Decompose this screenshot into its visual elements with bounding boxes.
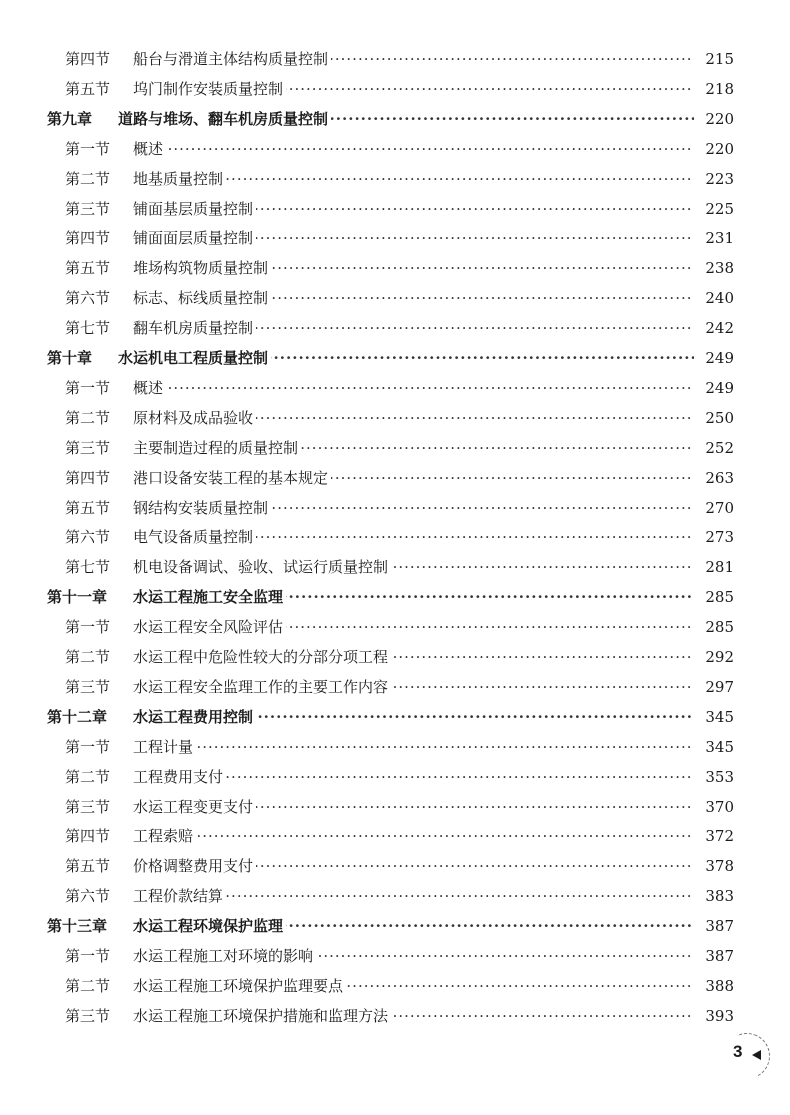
- entry-title-wrap: [133, 74, 694, 104]
- entry-title-wrap: [133, 403, 694, 433]
- page-ref: 249: [705, 349, 734, 367]
- toc-chapter-row[interactable]: [0, 343, 790, 373]
- section-label: 第五节: [65, 857, 111, 876]
- section-label: 第三节: [65, 677, 111, 696]
- toc-section-row[interactable]: [0, 194, 790, 224]
- page-ref: 223: [705, 169, 734, 188]
- entry-title-wrap: [133, 373, 694, 403]
- toc-section-row[interactable]: [0, 313, 790, 343]
- entry-title-wrap: [133, 283, 694, 313]
- entry-title-wrap: [133, 194, 694, 224]
- toc-section-row[interactable]: [0, 164, 790, 194]
- entry-title-wrap: [133, 881, 694, 911]
- section-title: 水运工程施工对环境的影响: [133, 947, 316, 965]
- toc-section-row[interactable]: [0, 971, 790, 1001]
- entry-title-wrap: [133, 552, 694, 582]
- section-label: 第六节: [65, 289, 111, 308]
- section-label: 第三节: [65, 797, 111, 816]
- entry-title-wrap: [133, 792, 694, 822]
- toc-chapter-row[interactable]: [0, 104, 790, 134]
- page-ref: 249: [705, 378, 734, 397]
- entry-title-wrap: [133, 941, 694, 971]
- toc-section-row[interactable]: [0, 74, 790, 104]
- entry-title-wrap: [133, 463, 694, 493]
- section-label: 第四节: [65, 50, 111, 68]
- leader-dots: [133, 134, 694, 164]
- entry-title-wrap: [118, 104, 694, 134]
- entry-title-wrap: [133, 134, 694, 164]
- chapter-label: 第十一章: [47, 588, 108, 607]
- section-label: 第二节: [65, 767, 111, 786]
- section-label: 第一节: [65, 139, 111, 158]
- section-title: 水运工程施工环境保护监理要点: [133, 977, 346, 995]
- entry-title-wrap: [118, 343, 694, 373]
- entry-title-wrap: [133, 1001, 694, 1031]
- section-title: 标志、标线质量控制: [133, 289, 271, 307]
- toc-section-row[interactable]: [0, 672, 790, 702]
- entry-title-wrap: [133, 911, 694, 941]
- toc-section-row[interactable]: [0, 522, 790, 552]
- toc-section-row[interactable]: [0, 552, 790, 582]
- section-label: 第二节: [65, 169, 111, 188]
- chapter-title: 水运工程费用控制: [133, 708, 256, 726]
- page-ref: 231: [705, 229, 734, 248]
- entry-title-wrap: [133, 44, 694, 74]
- toc-section-row[interactable]: [0, 463, 790, 493]
- section-title: 原材料及成品验收: [133, 409, 256, 427]
- page-ref: 388: [705, 976, 734, 995]
- page-ref: 372: [705, 827, 734, 846]
- toc-section-row[interactable]: [0, 792, 790, 822]
- page-number: 3: [733, 1042, 743, 1061]
- page-ref: 215: [705, 50, 734, 68]
- section-title: 水运工程中危险性较大的分部分项工程: [133, 648, 391, 666]
- section-label: 第三节: [65, 1006, 111, 1025]
- toc-section-row[interactable]: [0, 283, 790, 313]
- page-ref: 225: [705, 199, 734, 218]
- section-title: 工程费用支付: [133, 768, 226, 786]
- page-ref: 383: [705, 887, 734, 906]
- page-ref: 292: [705, 648, 734, 666]
- page-ref: 370: [705, 797, 734, 816]
- section-title: 铺面基层质量控制: [133, 200, 256, 218]
- section-title: 价格调整费用支付: [133, 857, 256, 875]
- toc-section-row[interactable]: [0, 642, 790, 672]
- chapter-label: 第九章: [47, 109, 93, 128]
- section-label: 第二节: [65, 648, 111, 666]
- chapter-title: 水运机电工程质量控制: [118, 349, 271, 367]
- section-title: 工程计量: [133, 738, 196, 756]
- entry-title-wrap: [133, 851, 694, 881]
- toc-chapter-row[interactable]: [0, 911, 790, 941]
- section-title: 水运工程变更支付: [133, 798, 256, 816]
- page-ref: 220: [705, 109, 734, 128]
- section-title: 机电设备调试、验收、试运行质量控制: [133, 558, 391, 576]
- section-title: 水运工程安全风险评估: [133, 618, 286, 636]
- entry-title-wrap: [133, 702, 694, 732]
- section-label: 第七节: [65, 319, 111, 338]
- chapter-label: 第十三章: [47, 917, 108, 936]
- toc-section-row[interactable]: [0, 612, 790, 642]
- section-label: 第五节: [65, 259, 111, 278]
- section-title: 水运工程安全监理工作的主要工作内容: [133, 678, 391, 696]
- page-ref: 281: [705, 558, 734, 577]
- toc-section-row[interactable]: [0, 941, 790, 971]
- page-ref: 220: [705, 139, 734, 158]
- entry-title-wrap: [133, 732, 694, 762]
- section-title: 概述: [133, 379, 166, 397]
- section-title: 船台与滑道主体结构质量控制: [133, 50, 331, 68]
- section-label: 第四节: [65, 229, 111, 248]
- section-title: 堆场构筑物质量控制: [133, 259, 271, 277]
- toc-section-row[interactable]: [0, 403, 790, 433]
- section-title: 电气设备质量控制: [133, 528, 256, 546]
- page-ref: 250: [705, 408, 734, 427]
- chapter-title: 水运工程施工安全监理: [133, 588, 286, 606]
- section-title: 地基质量控制: [133, 170, 226, 188]
- section-title: 工程价款结算: [133, 887, 226, 905]
- section-label: 第七节: [65, 558, 111, 577]
- page-ref: 238: [705, 259, 734, 278]
- section-label: 第四节: [65, 468, 111, 487]
- page-ref: 240: [705, 289, 734, 308]
- toc-chapter-row[interactable]: [0, 702, 790, 732]
- toc-section-row[interactable]: [0, 134, 790, 164]
- section-label: 第三节: [65, 438, 111, 457]
- entry-title-wrap: [133, 612, 694, 642]
- section-label: 第四节: [65, 827, 111, 846]
- page-ref: 345: [705, 737, 734, 756]
- section-label: 第六节: [65, 887, 111, 906]
- entry-title-wrap: [133, 672, 694, 702]
- page-ref: 263: [705, 468, 734, 487]
- entry-title-wrap: [133, 971, 694, 1001]
- chapter-label: 第十二章: [47, 707, 108, 726]
- toc-section-row[interactable]: [0, 433, 790, 463]
- toc-section-row[interactable]: [0, 821, 790, 851]
- toc-section-row[interactable]: [0, 373, 790, 403]
- page-ref: 387: [705, 917, 734, 936]
- page-ref: 285: [705, 618, 734, 637]
- leader-dots: [133, 732, 694, 762]
- leader-dots: [133, 373, 694, 403]
- page-ref: 285: [705, 588, 734, 607]
- entry-title-wrap: [133, 762, 694, 792]
- page-ref: 345: [705, 707, 734, 726]
- chapter-title: 水运工程环境保护监理: [133, 917, 286, 935]
- page-ref: 353: [705, 767, 734, 786]
- toc-section-row[interactable]: [0, 253, 790, 283]
- section-label: 第一节: [65, 947, 111, 965]
- page-ref: 252: [705, 438, 734, 457]
- section-title: 水运工程施工环境保护措施和监理方法: [133, 1007, 391, 1025]
- section-title: 坞门制作安装质量控制: [133, 80, 286, 98]
- entry-title-wrap: [133, 642, 694, 672]
- page-number-triangle-icon: [752, 1050, 761, 1060]
- chapter-label: 第十章: [47, 349, 93, 367]
- page-ref: 393: [705, 1006, 734, 1025]
- entry-title-wrap: [133, 313, 694, 343]
- toc-section-row[interactable]: [0, 732, 790, 762]
- page-ref: 378: [705, 857, 734, 876]
- toc-section-row[interactable]: [0, 881, 790, 911]
- section-title: 钢结构安装质量控制: [133, 499, 271, 517]
- section-title: 概述: [133, 140, 166, 158]
- section-label: 第五节: [65, 79, 111, 98]
- chapter-title: 道路与堆场、翻车机房质量控制: [118, 110, 331, 128]
- entry-title-wrap: [133, 493, 694, 523]
- section-title: 主要制造过程的质量控制: [133, 439, 301, 457]
- section-title: 铺面面层质量控制: [133, 229, 256, 247]
- section-label: 第一节: [65, 618, 111, 637]
- entry-title-wrap: [133, 522, 694, 552]
- toc-section-row[interactable]: [0, 44, 790, 74]
- toc-section-row[interactable]: [0, 762, 790, 792]
- page-ref: 273: [705, 528, 734, 547]
- entry-title-wrap: [133, 821, 694, 851]
- entry-title-wrap: [133, 582, 694, 612]
- entry-title-wrap: [133, 164, 694, 194]
- section-label: 第二节: [65, 976, 111, 995]
- toc-section-row[interactable]: [0, 851, 790, 881]
- section-title: 工程索赔: [133, 827, 196, 845]
- section-label: 第五节: [65, 498, 111, 517]
- page-ref: 270: [705, 498, 734, 517]
- entry-title-wrap: [133, 223, 694, 253]
- page-ref: 218: [705, 79, 734, 98]
- section-label: 第一节: [65, 378, 111, 397]
- page-ref: 242: [705, 319, 734, 338]
- section-label: 第一节: [65, 737, 111, 756]
- entry-title-wrap: [133, 253, 694, 283]
- section-label: 第六节: [65, 528, 111, 547]
- section-title: 翻车机房质量控制: [133, 319, 256, 337]
- leader-dots: [133, 821, 694, 851]
- section-label: 第二节: [65, 408, 111, 427]
- toc-section-row[interactable]: [0, 223, 790, 253]
- toc-chapter-row[interactable]: [0, 582, 790, 612]
- entry-title-wrap: [133, 433, 694, 463]
- section-title: 港口设备安装工程的基本规定: [133, 469, 331, 487]
- toc-section-row[interactable]: [0, 1001, 790, 1031]
- section-label: 第三节: [65, 199, 111, 218]
- page-ref: 297: [705, 677, 734, 696]
- page-ref: 387: [705, 947, 734, 965]
- toc-section-row[interactable]: [0, 493, 790, 523]
